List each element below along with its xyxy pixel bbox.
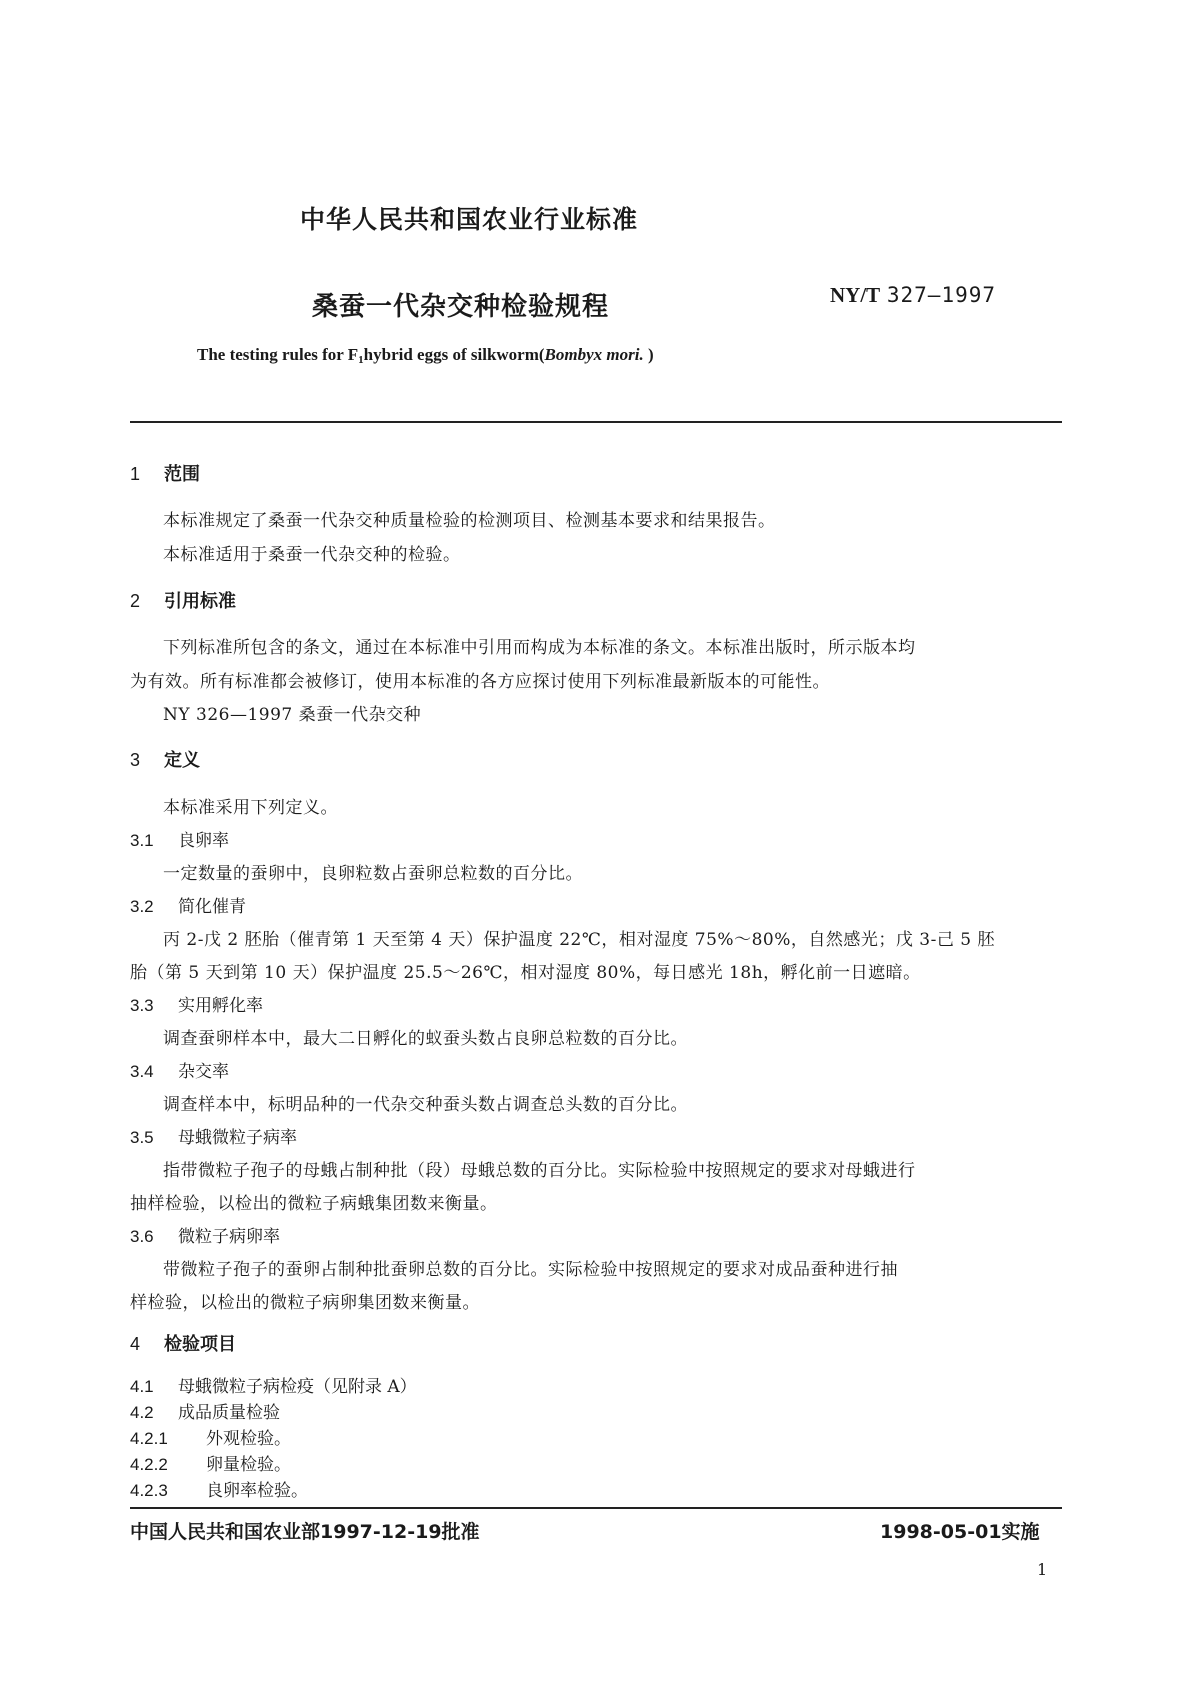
- section-1-paragraph-1: 本标准规定了桑蚕一代杂交种质量检验的检测项目、检测基本要求和结果报告。: [163, 511, 776, 531]
- approval-statement: 中国人民共和国农业部1997-12-19批准: [130, 1521, 480, 1543]
- definition-3-1-text: 一定数量的蚕卵中，良卵粒数占蚕卵总粒数的百分比。: [163, 864, 583, 884]
- english-title-subscript: 1: [358, 354, 364, 366]
- section-4-heading: 4 检验项目: [130, 1334, 236, 1355]
- item-4-2-3-text: 良卵率检验。: [206, 1481, 308, 1501]
- definition-3-2-line-2: 胎（第 5 天到第 10 天）保护温度 25.5～26℃，相对湿度 80%，每日感光 18h，孵化前一日遮暗。: [130, 963, 921, 983]
- item-4-2-3-number: 4.2.3: [130, 1481, 168, 1500]
- item-4-2: 4.2 成品质量检验: [130, 1403, 280, 1423]
- definition-3-3-text: 调查蚕卵样本中，最大二日孵化的蚁蚕头数占良卵总粒数的百分比。: [163, 1029, 688, 1049]
- definition-3-6-line-1: 带微粒子孢子的蚕卵占制种批蚕卵总数的百分比。实际检验中按照规定的要求对成品蚕种进行抽: [163, 1260, 898, 1280]
- item-4-2-3: [130, 1476, 308, 1501]
- item-4-2-1: 4.2.1 外观检验。: [130, 1429, 291, 1449]
- section-2-heading: 2 引用标准: [130, 591, 236, 612]
- definition-3-4-text: 调查样本中，标明品种的一代杂交种蚕头数占调查总头数的百分比。: [163, 1095, 688, 1115]
- english-title-part2: hybrid eggs of silkworm(: [363, 345, 545, 364]
- definition-3-5-heading: 3.5 母蛾微粒子病率: [130, 1128, 297, 1148]
- document-title: 桑蚕一代杂交种检验规程: [312, 292, 610, 322]
- definition-3-2-line-1: 丙 2-戊 2 胚胎（催青第 1 天至第 4 天）保护温度 22℃，相对湿度 75%～80%，自然感光；戊 3-己 5 胚: [163, 930, 995, 950]
- definition-3-3-heading: 3.3 实用孵化率: [130, 996, 263, 1016]
- standard-code-prefix: NY/T: [830, 283, 881, 307]
- section-2-paragraph-line-1: 下列标准所包含的条文，通过在本标准中引用而构成为本标准的条文。本标准出版时，所示版本均: [163, 638, 916, 658]
- page-number: 1: [1037, 1560, 1048, 1579]
- standard-code: [830, 283, 996, 308]
- section-2-paragraph-line-2: 为有效。所有标准都会被修订，使用本标准的各方应探讨使用下列标准最新版本的可能性。: [130, 672, 830, 692]
- english-title: [197, 345, 654, 366]
- definition-3-2-heading: 3.2 简化催青: [130, 897, 246, 917]
- header-divider: [130, 421, 1062, 423]
- english-title-species: Bombyx mori.: [544, 345, 644, 364]
- english-title-part1: The testing rules for F: [197, 345, 359, 364]
- section-1-heading: 1 范围: [130, 464, 200, 485]
- standard-code-number: 327—1997: [886, 283, 997, 307]
- english-title-part3: ): [643, 345, 654, 364]
- definition-3-1-heading: 3.1 良卵率: [130, 831, 229, 851]
- section-1-paragraph-2: 本标准适用于桑蚕一代杂交种的检验。: [163, 545, 461, 565]
- effective-date: 1998-05-01实施: [880, 1521, 1040, 1543]
- definition-3-5-line-2: 抽样检验，以检出的微粒子病蛾集团数来衡量。: [130, 1194, 498, 1214]
- issuing-organization: 中华人民共和国农业行业标准: [300, 205, 639, 234]
- item-4-1: 4.1 母蛾微粒子病检疫（见附录 A）: [130, 1377, 417, 1397]
- section-3-intro: 本标准采用下列定义。: [163, 798, 338, 818]
- item-4-2-2: 4.2.2 卵量检验。: [130, 1455, 291, 1475]
- definition-3-5-line-1: 指带微粒子孢子的母蛾占制种批（段）母蛾总数的百分比。实际检验中按照规定的要求对母蛾进行: [163, 1161, 916, 1181]
- section-3-heading: 3 定义: [130, 750, 200, 771]
- definition-3-6-heading: 3.6 微粒子病卵率: [130, 1227, 280, 1247]
- definition-3-6-line-2: 样检验，以检出的微粒子病卵集团数来衡量。: [130, 1293, 480, 1313]
- section-2-reference: NY 326—1997 桑蚕一代杂交种: [163, 705, 422, 725]
- definition-3-4-heading: 3.4 杂交率: [130, 1062, 229, 1082]
- footer-divider: [130, 1507, 1062, 1509]
